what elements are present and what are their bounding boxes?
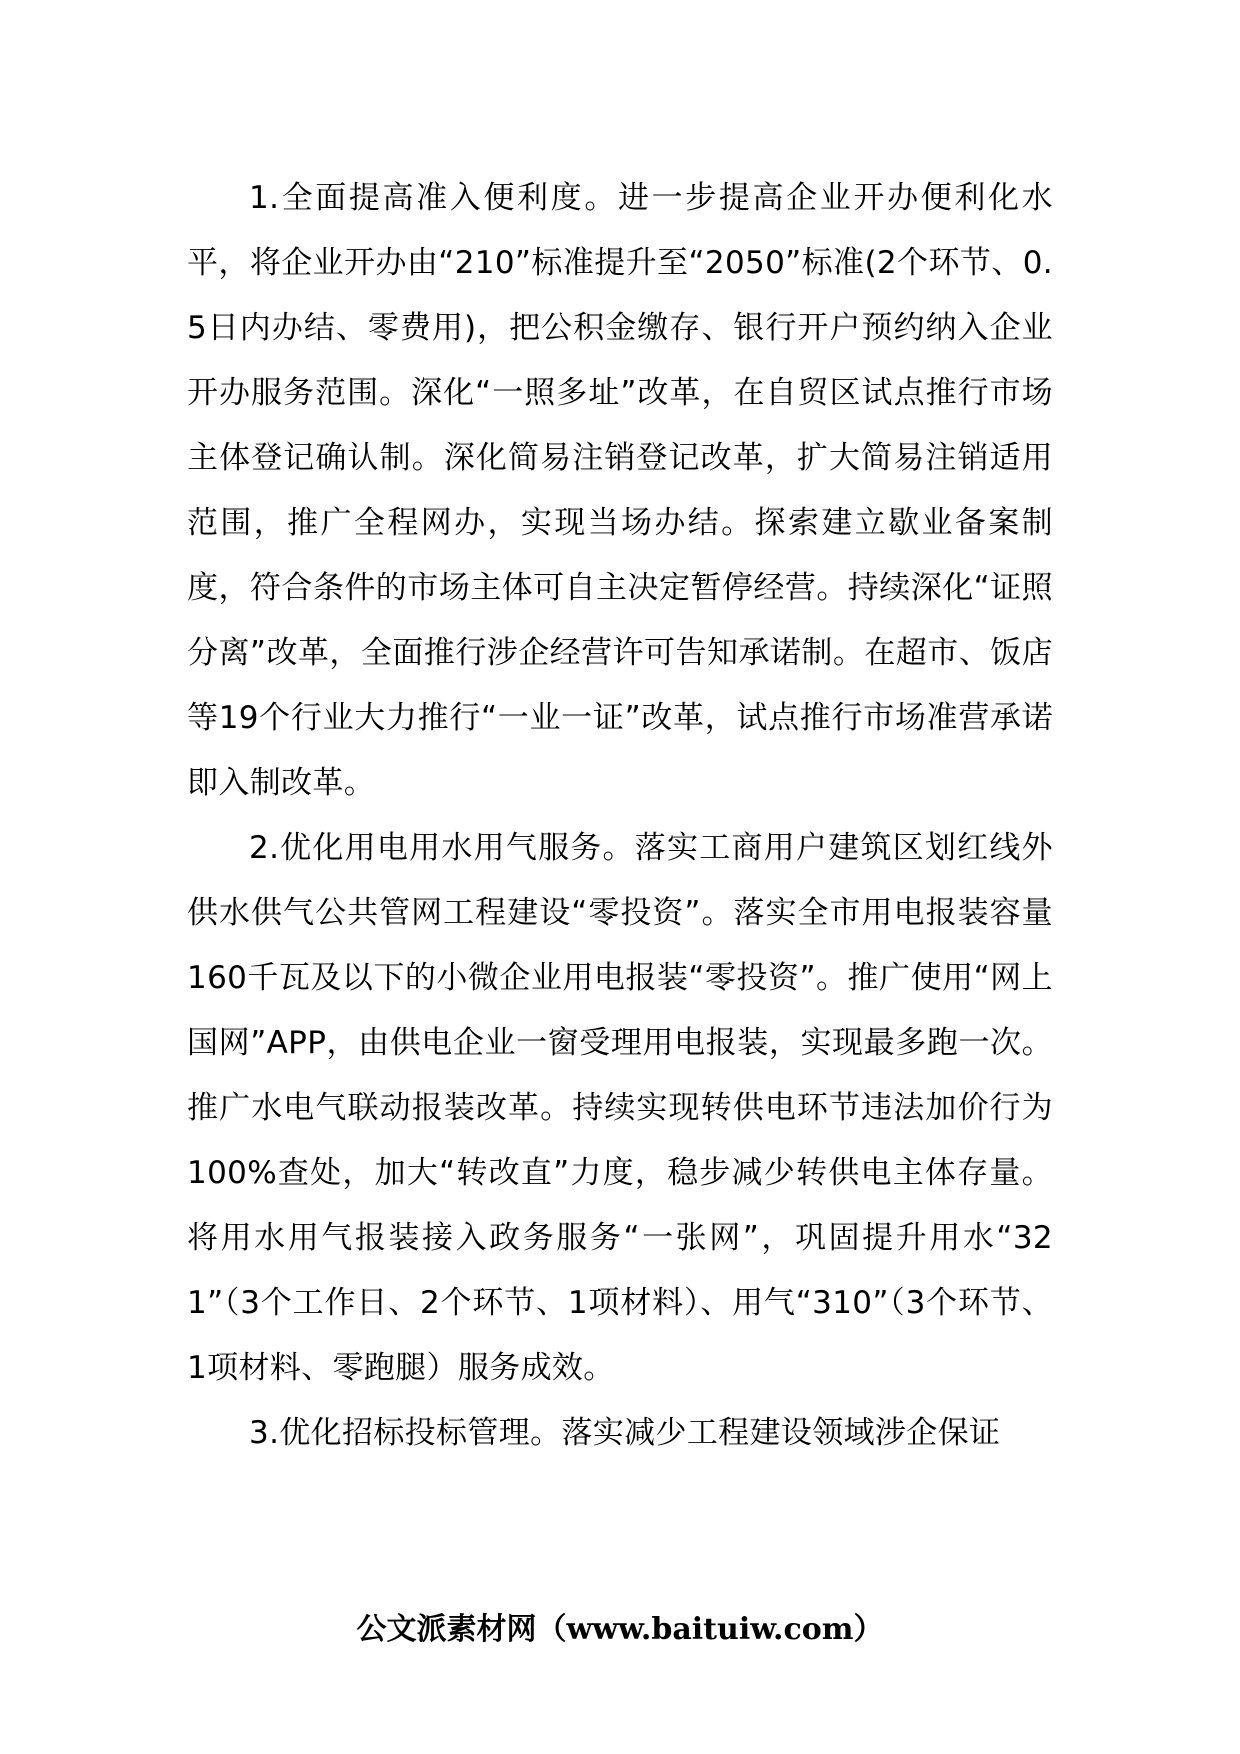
paragraph-1: 1.全面提高准入便利度。进一步提高企业开办便利化水平，将企业开办由“210”标准提升至“2050”标准(2个环节、0.5日内办结、零费用)，把公积金缴存、银行开户预约纳入企业开办服务范围。深化“一照多址”改革，在自贸区试点推行市场主体登记确认制。深化简易注销登记改革，扩大简易注销适用范围，推广全程网办，实现当场办结。探索建立歇业备案制度，符合条件的市场主体可自主决定暂停经营。持续深化“证照分离”改革，全面推行涉企经营许可告知承诺制。在超市、饭店等19个行业大力推行“一业一证”改革，试点推行市场准营承诺即入制改革。 bbox=[187, 180, 1053, 801]
paragraph-2: 2.优化用电用水用气服务。落实工商用户建筑区划红线外供水供气公共管网工程建设“零投资”。落实全市用电报装容量160千瓦及以下的小微企业用电报装“零投资”。推广使用“网上国网”APP，由供电企业一窗受理用电报装，实现最多跑一次。推广水电气联动报装改革。持续实现转供电环节违法加价行为100%查处，加大“转改直”力度，稳步减少转供电主体存量。将用水用气报装接入政务服务“一张网”，巩固提升用水“321”（3个工作日、2个环节、1项材料）、用气“310”（3个环节、1项材料、零跑腿）服务成效。 bbox=[187, 830, 1053, 1386]
footer-watermark-text: 公文派素材网（www.baituiw.com） bbox=[356, 1612, 884, 1647]
paragraph-3: 3.优化招标投标管理。落实减少工程建设领域涉企保证 bbox=[249, 1415, 1001, 1451]
document-body bbox=[187, 166, 1053, 1466]
